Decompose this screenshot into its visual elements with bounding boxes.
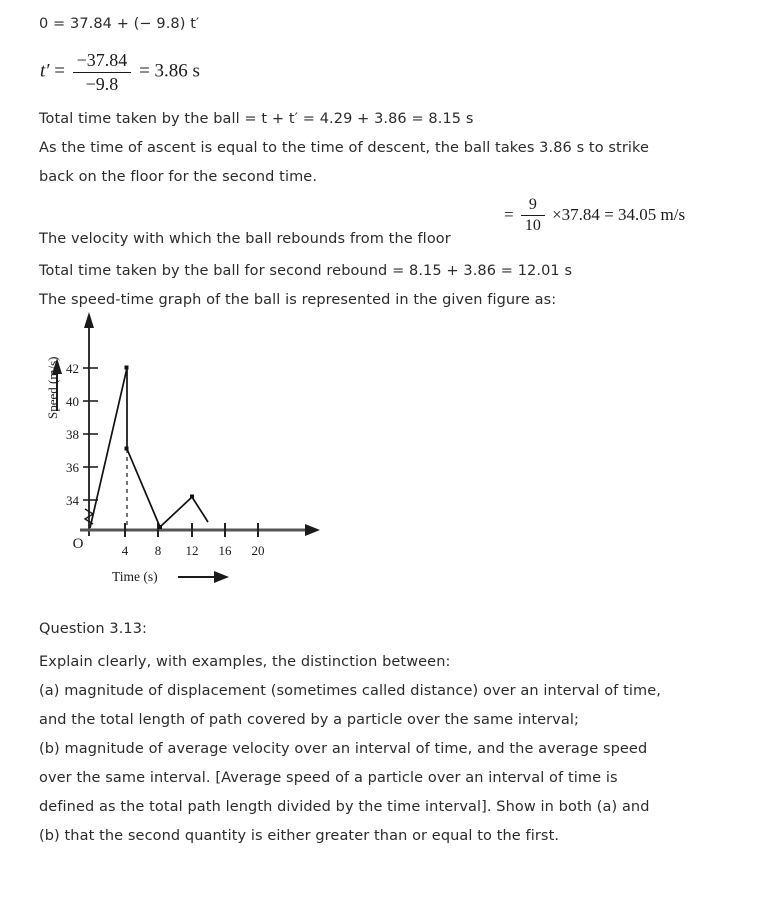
eq-rebound-fraction	[521, 196, 545, 236]
y-axis-label-group	[45, 357, 62, 419]
text-total-time: Total time taken by the ball = t + t′ = 4.29 + 3.86 = 8.15 s	[39, 111, 474, 127]
text-ascent-descent-1: As the time of ascent is equal to the time of descent, the ball takes 3.86 s to strike	[39, 140, 650, 156]
equation-rebound-velocity	[504, 196, 685, 236]
eq-tprime-numerator: −37.84	[73, 50, 132, 73]
x-axis-label-group	[112, 569, 229, 584]
y-axis-tick-labels	[66, 361, 80, 508]
question-part-b-line-2: over the same interval. [Average speed of a particle over an interval of time is	[39, 770, 618, 786]
speed-time-curve	[90, 368, 208, 528]
eq-tprime-denominator: −9.8	[85, 73, 119, 94]
eq-tprime-equals-1: =	[54, 60, 65, 82]
text-graph-intro: The speed-time graph of the ball is represented in the given figure as:	[39, 292, 557, 308]
eq-rebound-equals-2: =	[604, 204, 614, 224]
origin-label: O	[72, 536, 84, 552]
marker-peak-42	[125, 366, 129, 370]
speed-time-graph-figure	[30, 306, 330, 596]
y-tick-label-42: 42	[66, 361, 79, 376]
eq-rebound-result: 34.05 m/s	[618, 204, 686, 224]
question-part-b-line-1: (b) magnitude of average velocity over an interval of time, and the average speed	[39, 741, 648, 757]
speed-time-graph-svg	[30, 306, 330, 596]
y-axis	[84, 312, 94, 536]
eq-rebound-denominator: 10	[524, 217, 541, 235]
eq-tprime-fraction	[73, 50, 132, 94]
y-tick-label-40: 40	[66, 394, 79, 409]
eq-tprime-equals-2: =	[139, 60, 150, 82]
equation-t-prime	[40, 50, 200, 94]
question-part-b-line-4: (b) that the second quantity is either greater than or equal to the first.	[39, 828, 560, 844]
x-tick-label-12: 12	[185, 543, 199, 558]
y-tick-label-36: 36	[66, 460, 79, 475]
y-axis-label: Speed (m/s)	[45, 356, 60, 419]
text-ascent-descent-2: back on the floor for the second time.	[39, 169, 318, 185]
y-tick-label-34: 34	[66, 493, 79, 508]
question-number: Question 3.13:	[39, 621, 148, 637]
x-axis-tick-labels	[122, 543, 265, 558]
eq-rebound-multiplier: ×37.84	[552, 204, 600, 224]
text-second-rebound-time: Total time taken by the ball for second rebound = 8.15 + 3.86 = 12.01 s	[39, 263, 573, 279]
x-tick-label-8: 8	[154, 543, 162, 558]
eq-tprime-result: 3.86 s	[154, 60, 200, 82]
x-tick-label-4: 4	[121, 543, 129, 558]
eq-tprime-lhs: t′	[40, 60, 50, 82]
question-part-a-line-1: (a) magnitude of displacement (sometimes called distance) over an interval of time,	[39, 683, 661, 699]
marker-floor-8-15	[158, 525, 162, 529]
question-part-b-line-3: defined as the total path length divided by the time interval]. Show in both (a) and	[39, 799, 650, 815]
y-tick-label-38: 38	[66, 427, 79, 442]
x-tick-label-16: 16	[218, 543, 232, 558]
eq-rebound-numerator: 9	[521, 196, 545, 216]
equation-initial-velocity: 0 = 37.84 + (− 9.8) t′	[39, 16, 200, 32]
x-axis	[80, 524, 320, 536]
x-tick-label-20: 20	[251, 543, 265, 558]
question-intro: Explain clearly, with examples, the distinction between:	[39, 654, 451, 670]
marker-rebound-37-84	[125, 447, 129, 451]
marker-peak-34-05	[190, 495, 194, 499]
eq-rebound-equals-1: =	[504, 204, 514, 224]
text-rebound-velocity: The velocity with which the ball rebounds from the floor	[39, 231, 451, 247]
y-axis-ticks	[83, 368, 98, 500]
question-part-a-line-2: and the total length of path covered by a particle over the same interval;	[39, 712, 579, 728]
x-axis-label: Time (s)	[112, 569, 158, 584]
